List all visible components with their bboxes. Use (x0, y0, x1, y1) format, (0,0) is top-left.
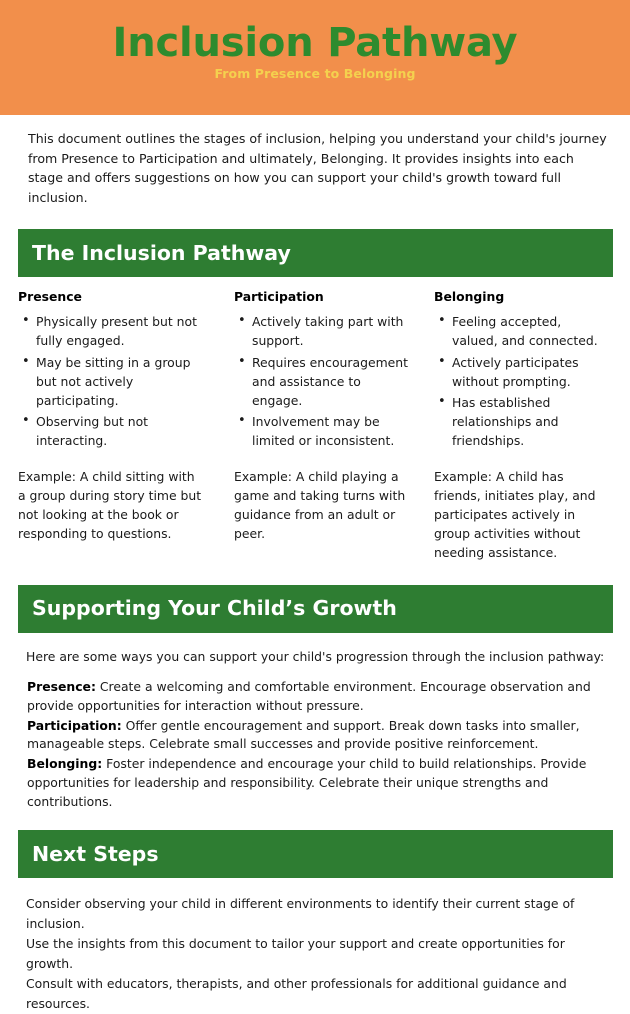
next-step-line: Use the insights from this document to tailor your support and create opportunities for growth. (26, 936, 565, 972)
header-banner (0, 0, 630, 115)
example-belonging: Example: A child has friends, initiates play, and participates actively in group activities without needing assistance. (434, 468, 596, 561)
intro-paragraph: This document outlines the stages of inclusion, helping you understand your child's journey from Presence to Participation and ultimately, Belonging. It provides insights into each stage and offers suggestions on how you can support your child's growth toward full inclusion. (28, 131, 607, 205)
list-item: • May be sitting in a group but not actively participating. (18, 353, 208, 411)
stage-bullets-belonging (434, 312, 608, 451)
example-presence: Example: A child sitting with a group during story time but not looking at the book or responding to questions. (18, 468, 202, 542)
support-item-participation (27, 717, 613, 755)
list-item: • Observing but not interacting. (18, 412, 208, 450)
support-label-belonging: Belonging: (27, 756, 103, 772)
next-steps-lines (26, 894, 613, 1014)
stage-examples (18, 467, 618, 563)
list-item: • Requires encouragement and assistance to engage. (234, 353, 408, 411)
list-item: • Feeling accepted, valued, and connected. (434, 312, 608, 350)
page-title: Inclusion Pathway (112, 20, 518, 66)
list-item: • Involvement may be limited or inconsistent. (234, 412, 408, 450)
stage-column-belonging (418, 289, 618, 453)
support-label-participation: Participation: (27, 717, 122, 733)
support-text-participation: Offer gentle encouragement and support. Break down tasks into smaller, manageable steps. Celebrate small successes and provide positive reinforcement. (27, 717, 580, 752)
list-item: • Actively taking part with support. (234, 312, 408, 350)
next-step-line: Consider observing your child in different environments to identify their current stage of inclusion. (26, 895, 575, 931)
section-header-pathway (18, 229, 613, 277)
stages-columns (18, 289, 618, 453)
section-title-support: Supporting Your Child’s Growth (32, 596, 397, 621)
example-participation: Example: A child playing a game and taking turns with guidance from an adult or peer. (234, 468, 406, 542)
stage-title-belonging: Belonging (434, 289, 505, 305)
section-header-next-steps (18, 830, 613, 878)
list-item: • Physically present but not fully engaged. (18, 312, 208, 350)
support-lead-paragraph: Here are some ways you can support your child's progression through the inclusion pathway: (26, 648, 605, 664)
stage-column-participation (218, 289, 418, 453)
stage-bullets-presence (18, 312, 208, 451)
stage-title-presence: Presence (18, 289, 82, 305)
support-item-presence (27, 678, 613, 716)
support-text-presence: Create a welcoming and comfortable environment. Encourage observation and provide opportunities for interaction without pressure. (27, 678, 591, 713)
list-item: • Actively participates without prompting. (434, 353, 608, 391)
support-text-belonging: Foster independence and encourage your child to build relationships. Provide opportunities for leadership and responsibility. Celebrate their unique strengths and contributions. (27, 756, 587, 809)
section-title-pathway: The Inclusion Pathway (32, 240, 291, 265)
list-item: • Has established relationships and friendships. (434, 393, 608, 451)
stage-column-presence (18, 289, 218, 453)
section-title-next-steps: Next Steps (32, 841, 159, 866)
next-step-line: Consult with educators, therapists, and other professionals for additional guidance and resources. (26, 976, 567, 1012)
support-item-list (27, 678, 613, 812)
stage-title-participation: Participation (234, 289, 324, 305)
stage-bullets-participation (234, 312, 408, 451)
page-subtitle: From Presence to Belonging (214, 66, 416, 81)
section-header-support (18, 585, 613, 633)
support-label-presence: Presence: (27, 678, 96, 694)
document-body (0, 129, 630, 1014)
support-item-belonging (27, 755, 613, 812)
